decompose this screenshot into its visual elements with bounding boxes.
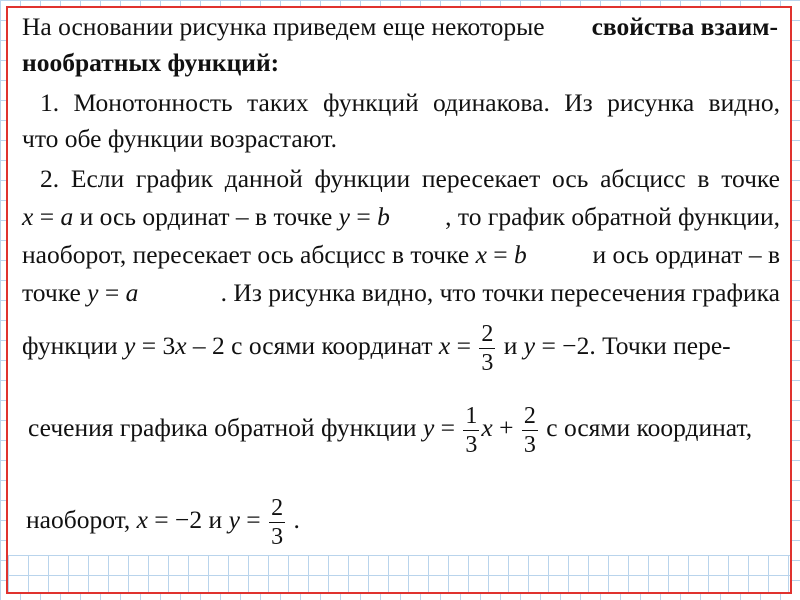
fraction: [522, 404, 538, 457]
math-var: b: [377, 202, 390, 231]
text-segment: . Из рисунка видно, что точки пересечения графика: [220, 278, 780, 307]
text-segment: =: [434, 413, 462, 442]
text-segment: функции: [22, 331, 124, 360]
math-var: x: [481, 413, 493, 442]
math-var: x: [22, 202, 34, 231]
text-segment: [22, 202, 390, 232]
math-var: x: [175, 331, 187, 360]
text-segment: = 3: [135, 331, 176, 360]
text-segment: На основании рисунка приведем еще некоторые: [22, 12, 545, 41]
text-segment: =: [239, 505, 268, 534]
text-segment: сечения графика обратной функции: [28, 413, 423, 442]
text-segment: что обе функции возрастают.: [22, 124, 337, 153]
math-var: y: [422, 413, 435, 442]
fraction-numerator: 2: [481, 320, 494, 347]
text-line-11: [26, 492, 300, 549]
text-segment: и ось ординат – в точке: [73, 202, 339, 231]
text-segment: наоборот, пересекает ось абсцисс в точке: [22, 240, 476, 269]
text-segment: =: [450, 331, 478, 360]
text-segment: и: [497, 331, 524, 360]
text-segment: = −2. Точки пере-: [535, 331, 731, 360]
text-line-10: [28, 400, 752, 457]
text-line-2: [22, 48, 279, 78]
text-line-8: [22, 278, 780, 308]
fraction: [479, 322, 495, 375]
fraction-numerator: 1: [465, 402, 478, 429]
math-var: y: [338, 202, 350, 231]
text-segment: +: [492, 413, 520, 442]
math-var: y: [124, 331, 136, 360]
text-segment: = −2 и: [147, 505, 229, 534]
text-segment: 2. Если график данной функции пересекает ось абсцисс в точке: [40, 164, 780, 193]
text-line-9: [22, 318, 731, 375]
text-line-6: [22, 202, 780, 232]
text-segment: [22, 278, 138, 308]
math-var: y: [523, 331, 536, 360]
fraction-denominator: 3: [271, 523, 284, 550]
text-segment: , то график обратной функции,: [445, 202, 780, 231]
math-var: a: [125, 278, 139, 307]
fraction-denominator: 3: [481, 349, 494, 376]
text-line-5: [40, 164, 780, 194]
math-var: x: [438, 331, 451, 360]
fraction-numerator: 2: [271, 494, 284, 521]
text-segment: =: [349, 202, 378, 231]
fraction: [463, 404, 479, 457]
math-var: x: [136, 505, 148, 534]
text-segment: и ось ординат – в: [592, 240, 780, 269]
text-segment: .: [287, 505, 300, 534]
text-line-7: [22, 240, 780, 270]
math-var: x: [475, 240, 487, 269]
bold-term: нообратных функций:: [22, 48, 280, 77]
math-var: y: [228, 505, 240, 534]
text-line-4: [22, 124, 337, 154]
math-var: b: [514, 240, 527, 269]
text-segment: наоборот,: [26, 505, 137, 534]
fraction-denominator: 3: [465, 431, 478, 458]
grid-paper-strip: [8, 555, 790, 592]
math-var: y: [87, 278, 99, 307]
text-line-1: [22, 12, 778, 42]
math-var: a: [60, 202, 74, 231]
text-segment: 1. Монотонность таких функций одинакова. Из рисунка видно,: [40, 88, 780, 117]
text-segment: =: [33, 202, 61, 231]
text-line-3: [40, 88, 780, 118]
text-segment: [22, 240, 527, 270]
text-segment: – 2 с осями координат: [186, 331, 439, 360]
fraction-denominator: 3: [523, 431, 536, 458]
slide-page: [8, 8, 790, 592]
text-segment: с осями координат,: [539, 413, 753, 442]
text-segment: точке: [22, 278, 88, 307]
text-segment: =: [98, 278, 126, 307]
fraction-numerator: 2: [523, 402, 536, 429]
fraction: [269, 496, 285, 549]
text-segment: =: [486, 240, 515, 269]
bold-term: свойства взаим-: [591, 12, 778, 41]
